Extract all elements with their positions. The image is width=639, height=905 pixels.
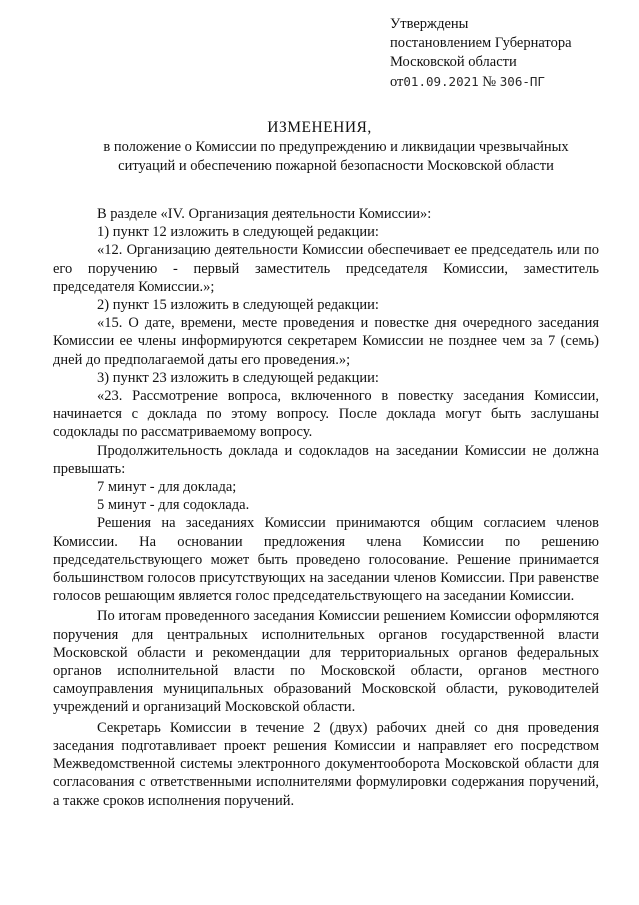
approval-line-2: постановлением Губернатора: [390, 35, 572, 51]
paragraph-report-limit: 7 минут - для доклада;: [97, 479, 237, 496]
paragraph-item-1: 1) пункт 12 изложить в следующей редакции:: [97, 224, 379, 241]
paragraph-clause-12: «12. Организацию деятельности Комиссии обеспечивает ее председатель или по его поручению - первый заместитель председателя Комиссии, заместитель председателя Комиссии.»;: [53, 242, 599, 295]
approval-line-1: Утверждены: [390, 16, 469, 32]
document-subtitle: в положение о Комиссии по предупреждению и ликвидации чрезвычайных ситуаций и обеспечению пожарной безопасности Московской области: [103, 139, 569, 174]
paragraph-duration: Продолжительность доклада и содокладов на заседании Комиссии не должна превышать:: [53, 442, 599, 477]
paragraph-decisions: Решения на заседаниях Комиссии принимаются общим согласием членов Комиссии. На основании предложения члена Комиссии по решению председательствующего может быть проведено голосование. Решение принимается большинством голосов присутствующих на заседании членов Комиссии. При равенстве голосов решающим является голос председательствующего на заседании Комиссии.: [53, 515, 599, 605]
decree-number: 306-ПГ: [499, 74, 545, 89]
approval-date-line: [390, 72, 630, 92]
paragraph-results: По итогам проведенного заседания Комиссии решением Комиссии оформляются поручения для центральных исполнительных органов государственной власти Московской области и рекомендации для территориальных органов федеральных органов исполнительной власти по Московской области, органов местного самоуправления муниципальных образований Московской области, руководителей учреждений и организаций Московской области.: [53, 608, 599, 716]
paragraph-item-3: 3) пункт 23 изложить в следующей редакции:: [97, 369, 379, 386]
document-body: [53, 205, 599, 810]
date-value: 01.09.2021: [403, 74, 479, 89]
date-prefix: от: [390, 74, 404, 90]
approval-line-3: Московской области: [390, 54, 517, 70]
approval-block: [390, 15, 630, 92]
document-title: ИЗМЕНЕНИЯ,: [267, 119, 372, 136]
paragraph-coreport-limit: 5 минут - для содоклада.: [97, 497, 250, 514]
paragraph-clause-23: «23. Рассмотрение вопроса, включенного в повестку заседания Комиссии, начинается с доклада по этому вопросу. После доклада могут быть заслушаны содоклады по рассматриваемому вопросу.: [53, 388, 599, 441]
paragraph-section-intro: В разделе «IV. Организация деятельности Комиссии»:: [97, 206, 432, 222]
paragraph-clause-15: «15. О дате, времени, месте проведения и повестке дня очередного заседания Комиссии ее члены информируются секретарем Комиссии не позднее чем за 7 (семь) дней до предполагаемой даты его проведения.»;: [53, 315, 599, 368]
number-sign: №: [482, 74, 497, 90]
paragraph-secretary: Секретарь Комиссии в течение 2 (двух) рабочих дней со дня проведения заседания подготавливает проект решения Комиссии и направляет его посредством Межведомственной системы электронного документооборота Московской области для согласования с ответственными исполнителями формулировки содержания поручений, а также сроков исполнения поручений.: [53, 719, 599, 809]
paragraph-item-2: 2) пункт 15 изложить в следующей редакции:: [97, 297, 379, 314]
